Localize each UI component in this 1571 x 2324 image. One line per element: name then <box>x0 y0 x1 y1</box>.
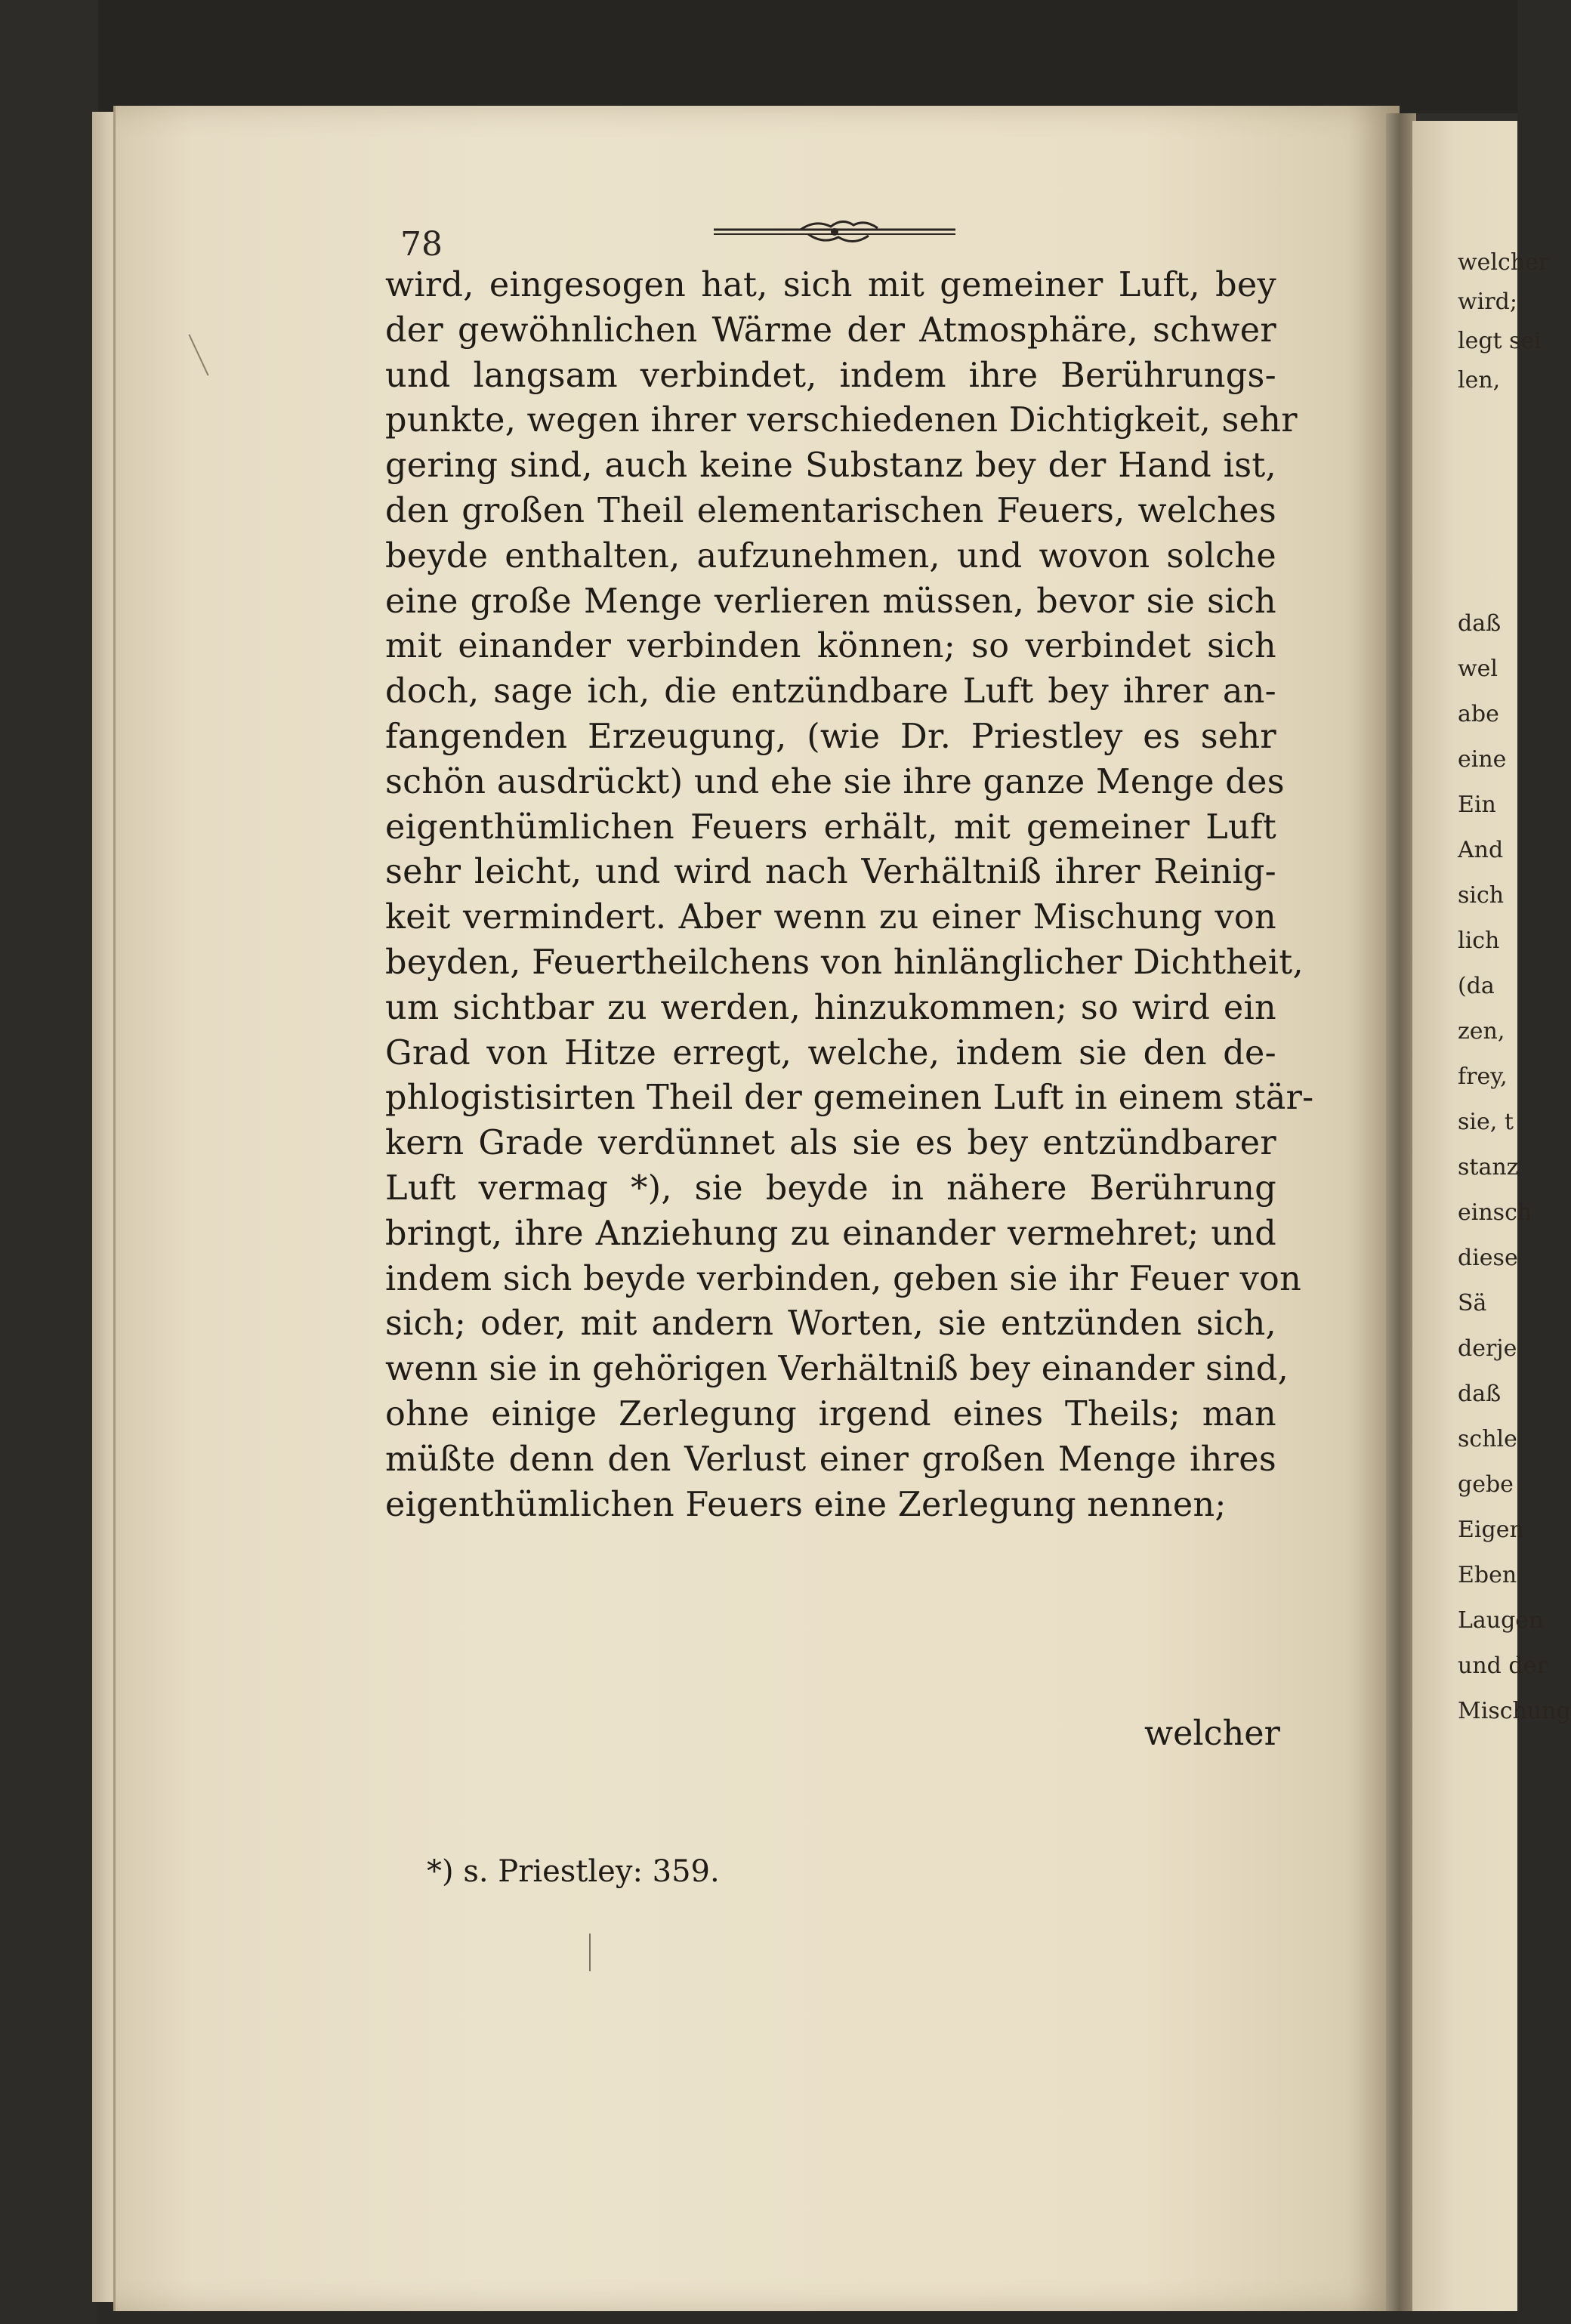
facing-line: lich <box>1458 927 1500 954</box>
facing-line: Mischung <box>1458 1698 1571 1724</box>
facing-line: Ein <box>1458 792 1496 818</box>
facing-line: schle <box>1458 1426 1517 1452</box>
text-line: kern Grade verdünnet als sie es bey entzündbarer <box>385 1124 1276 1163</box>
facing-line: Laugen <box>1458 1607 1544 1634</box>
facing-line: (da <box>1458 973 1495 999</box>
text-line: schön ausdrückt) und ehe sie ihre ganze Menge des <box>385 762 1285 801</box>
facing-line: gebe <box>1458 1471 1514 1498</box>
facing-line: einsch <box>1458 1199 1532 1226</box>
text-line: ohne einige Zerlegung irgend eines Theils; man <box>385 1394 1276 1434</box>
text-line: und langsam verbindet, indem ihre Berührungs- <box>385 356 1276 395</box>
text-line: fangenden Erzeugung, (wie Dr. Priestley es sehr <box>385 717 1276 756</box>
facing-line: legt sei <box>1458 328 1542 354</box>
text-line: eine große Menge verlieren müssen, bevor sie sich <box>385 582 1276 621</box>
footnote: *) s. Priestley: 359. <box>427 1854 720 1889</box>
facing-line: sich <box>1458 882 1505 909</box>
facing-line: wel <box>1458 656 1498 682</box>
text-line: phlogistisirten Theil der gemeinen Luft in einem stär- <box>385 1079 1314 1118</box>
facing-line: welcher <box>1458 249 1550 276</box>
text-line: eigenthümlichen Feuers eine Zerlegung nennen; <box>385 1485 1227 1524</box>
text-line: müßte denn den Verlust einer großen Menge ihres <box>385 1440 1276 1479</box>
text-line: eigenthümlichen Feuers erhält, mit gemeiner Luft <box>385 807 1276 847</box>
facing-line: Sä <box>1458 1290 1487 1316</box>
facing-line: stanz <box>1458 1154 1519 1181</box>
facing-line: frey, <box>1458 1063 1508 1090</box>
text-line: punkte, wegen ihrer verschiedenen Dichtigkeit, sehr <box>385 401 1298 440</box>
facing-line: And <box>1458 837 1504 863</box>
facing-line: derje <box>1458 1335 1517 1362</box>
facing-line: len, <box>1458 367 1501 394</box>
facing-line: daß <box>1458 610 1502 637</box>
facing-line: abe <box>1458 701 1499 727</box>
text-line: Grad von Hitze erregt, welche, indem sie den de- <box>385 1033 1276 1072</box>
text-line: wird, eingesogen hat, sich mit gemeiner Luft, bey <box>385 266 1276 304</box>
page-number: 78 <box>400 225 443 264</box>
facing-line: Eben <box>1458 1562 1517 1588</box>
text-line: gering sind, auch keine Substanz bey der Hand ist, <box>385 446 1276 486</box>
text-line: mit einander verbinden können; so verbindet sich <box>385 627 1276 666</box>
text-line: den großen Theil elementarischen Feuers, welches <box>385 491 1276 530</box>
text-line: wenn sie in gehörigen Verhältniß bey einander sind, <box>385 1350 1289 1389</box>
pencil-mark <box>589 1934 591 1971</box>
text-line: bringt, ihre Anziehung zu einander vermehret; und <box>385 1214 1276 1253</box>
facing-line: wird; <box>1458 289 1517 315</box>
text-line: der gewöhnlichen Wärme der Atmosphäre, schwer <box>385 310 1276 350</box>
facing-line: und der <box>1458 1653 1548 1679</box>
facing-line: eine <box>1458 746 1507 773</box>
facing-line: diese <box>1458 1245 1518 1271</box>
header-ornament-icon <box>710 213 959 251</box>
catchword: welcher <box>1144 1714 1280 1753</box>
body-text <box>385 263 1314 1527</box>
text-line: um sichtbar zu werden, hinzukommen; so wird ein <box>385 988 1276 1027</box>
text-line: beyde enthalten, aufzunehmen, und wovon solche <box>385 536 1276 576</box>
facing-line: sie, t <box>1458 1109 1514 1135</box>
text-line: sich; oder, mit andern Worten, sie entzünden sich, <box>385 1304 1276 1344</box>
facing-line: zen, <box>1458 1018 1505 1045</box>
background-cloth-top <box>0 0 1517 113</box>
facing-line: Eigen <box>1458 1517 1524 1543</box>
background-cloth-left <box>0 0 98 2324</box>
book-gutter <box>1386 113 1416 2311</box>
text-line: keit vermindert. Aber wenn zu einer Mischung von <box>385 898 1276 937</box>
text-line: beyden, Feuertheilchens von hinlänglicher Dichtheit, <box>385 943 1304 982</box>
text-line: sehr leicht, und wird nach Verhältniß ihrer Reinig- <box>385 853 1276 892</box>
text-line: doch, sage ich, die entzündbare Luft bey ihrer an- <box>385 672 1276 711</box>
text-line: indem sich beyde verbinden, geben sie ihr Feuer von <box>385 1259 1302 1298</box>
facing-line: daß <box>1458 1381 1502 1407</box>
text-line: Luft vermag *), sie beyde in nähere Berührung <box>385 1168 1276 1208</box>
